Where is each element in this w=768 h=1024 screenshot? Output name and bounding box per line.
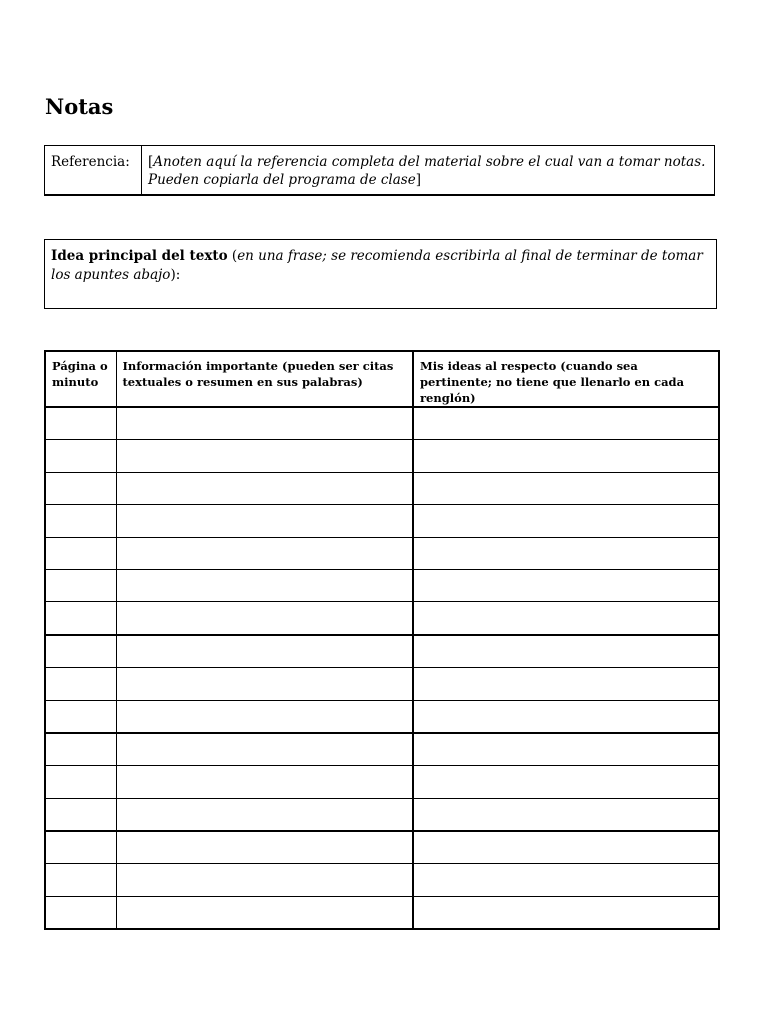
header-page-or-minute: Página o minuto	[45, 351, 116, 407]
page-or-minute-cell[interactable]	[45, 700, 116, 733]
important-info-cell[interactable]	[116, 831, 413, 864]
my-ideas-cell[interactable]	[413, 896, 719, 929]
important-info-cell[interactable]	[116, 602, 413, 635]
my-ideas-cell[interactable]	[413, 668, 719, 700]
main-idea-field[interactable]	[44, 239, 717, 309]
page-or-minute-cell[interactable]	[45, 733, 116, 766]
reference-bracket-close: ]	[415, 172, 421, 188]
page-or-minute-cell[interactable]	[45, 668, 116, 700]
my-ideas-cell[interactable]	[413, 798, 719, 831]
important-info-cell[interactable]	[116, 896, 413, 929]
header-important-info: Información importante (pueden ser citas textuales o resumen en sus palabras)	[116, 351, 413, 407]
page-or-minute-cell[interactable]	[45, 407, 116, 440]
important-info-cell[interactable]	[116, 733, 413, 766]
important-info-cell[interactable]	[116, 798, 413, 831]
table-row	[45, 635, 719, 668]
main-idea-label: Idea principal del texto	[51, 248, 228, 264]
my-ideas-cell[interactable]	[413, 569, 719, 601]
page-title: Notas	[45, 94, 114, 119]
my-ideas-cell[interactable]	[413, 864, 719, 896]
important-info-cell[interactable]	[116, 505, 413, 537]
table-row	[45, 700, 719, 733]
important-info-cell[interactable]	[116, 537, 413, 569]
table-row	[45, 798, 719, 831]
page-or-minute-cell[interactable]	[45, 505, 116, 537]
reference-box	[44, 145, 715, 196]
notes-table	[44, 350, 720, 930]
page-or-minute-cell[interactable]	[45, 472, 116, 504]
table-row	[45, 537, 719, 569]
table-row	[45, 896, 719, 929]
page-or-minute-cell[interactable]	[45, 537, 116, 569]
notes-table-header-row	[45, 351, 719, 407]
my-ideas-cell[interactable]	[413, 505, 719, 537]
table-row	[45, 602, 719, 635]
page-or-minute-cell[interactable]	[45, 569, 116, 601]
table-row	[45, 668, 719, 700]
my-ideas-cell[interactable]	[413, 700, 719, 733]
important-info-cell[interactable]	[116, 635, 413, 668]
reference-label: Referencia:	[45, 146, 142, 194]
page-or-minute-cell[interactable]	[45, 831, 116, 864]
page-or-minute-cell[interactable]	[45, 635, 116, 668]
my-ideas-cell[interactable]	[413, 635, 719, 668]
page-or-minute-cell[interactable]	[45, 440, 116, 472]
important-info-cell[interactable]	[116, 440, 413, 472]
my-ideas-cell[interactable]	[413, 537, 719, 569]
header-my-ideas: Mis ideas al respecto (cuando sea pertinente; no tiene que llenarlo en cada renglón)	[413, 351, 719, 407]
main-idea-hint: en una frase; se recomienda escribirla al final de terminar de tomar los apuntes abajo	[51, 248, 703, 283]
my-ideas-cell[interactable]	[413, 766, 719, 798]
page-or-minute-cell[interactable]	[45, 896, 116, 929]
important-info-cell[interactable]	[116, 472, 413, 504]
page-or-minute-cell[interactable]	[45, 602, 116, 635]
page-or-minute-cell[interactable]	[45, 766, 116, 798]
page-or-minute-cell[interactable]	[45, 798, 116, 831]
table-row	[45, 440, 719, 472]
important-info-cell[interactable]	[116, 700, 413, 733]
main-idea-paren-open: (	[227, 248, 238, 264]
important-info-cell[interactable]	[116, 569, 413, 601]
my-ideas-cell[interactable]	[413, 831, 719, 864]
table-row	[45, 472, 719, 504]
table-row	[45, 569, 719, 601]
page-or-minute-cell[interactable]	[45, 864, 116, 896]
reference-bracket-open: [	[148, 154, 154, 170]
table-row	[45, 831, 719, 864]
notes-table-body	[45, 407, 719, 929]
my-ideas-cell[interactable]	[413, 733, 719, 766]
table-row	[45, 766, 719, 798]
table-row	[45, 864, 719, 896]
my-ideas-cell[interactable]	[413, 407, 719, 440]
important-info-cell[interactable]	[116, 864, 413, 896]
important-info-cell[interactable]	[116, 407, 413, 440]
table-row	[45, 733, 719, 766]
important-info-cell[interactable]	[116, 668, 413, 700]
my-ideas-cell[interactable]	[413, 602, 719, 635]
important-info-cell[interactable]	[116, 766, 413, 798]
reference-instruction: Anoten aquí la referencia completa del material sobre el cual van a tomar notas. Pueden copiarla del programa de clase	[148, 154, 706, 188]
reference-field[interactable]	[142, 146, 714, 194]
main-idea-paren-close: ):	[170, 267, 181, 283]
table-row	[45, 505, 719, 537]
my-ideas-cell[interactable]	[413, 440, 719, 472]
table-row	[45, 407, 719, 440]
my-ideas-cell[interactable]	[413, 472, 719, 504]
